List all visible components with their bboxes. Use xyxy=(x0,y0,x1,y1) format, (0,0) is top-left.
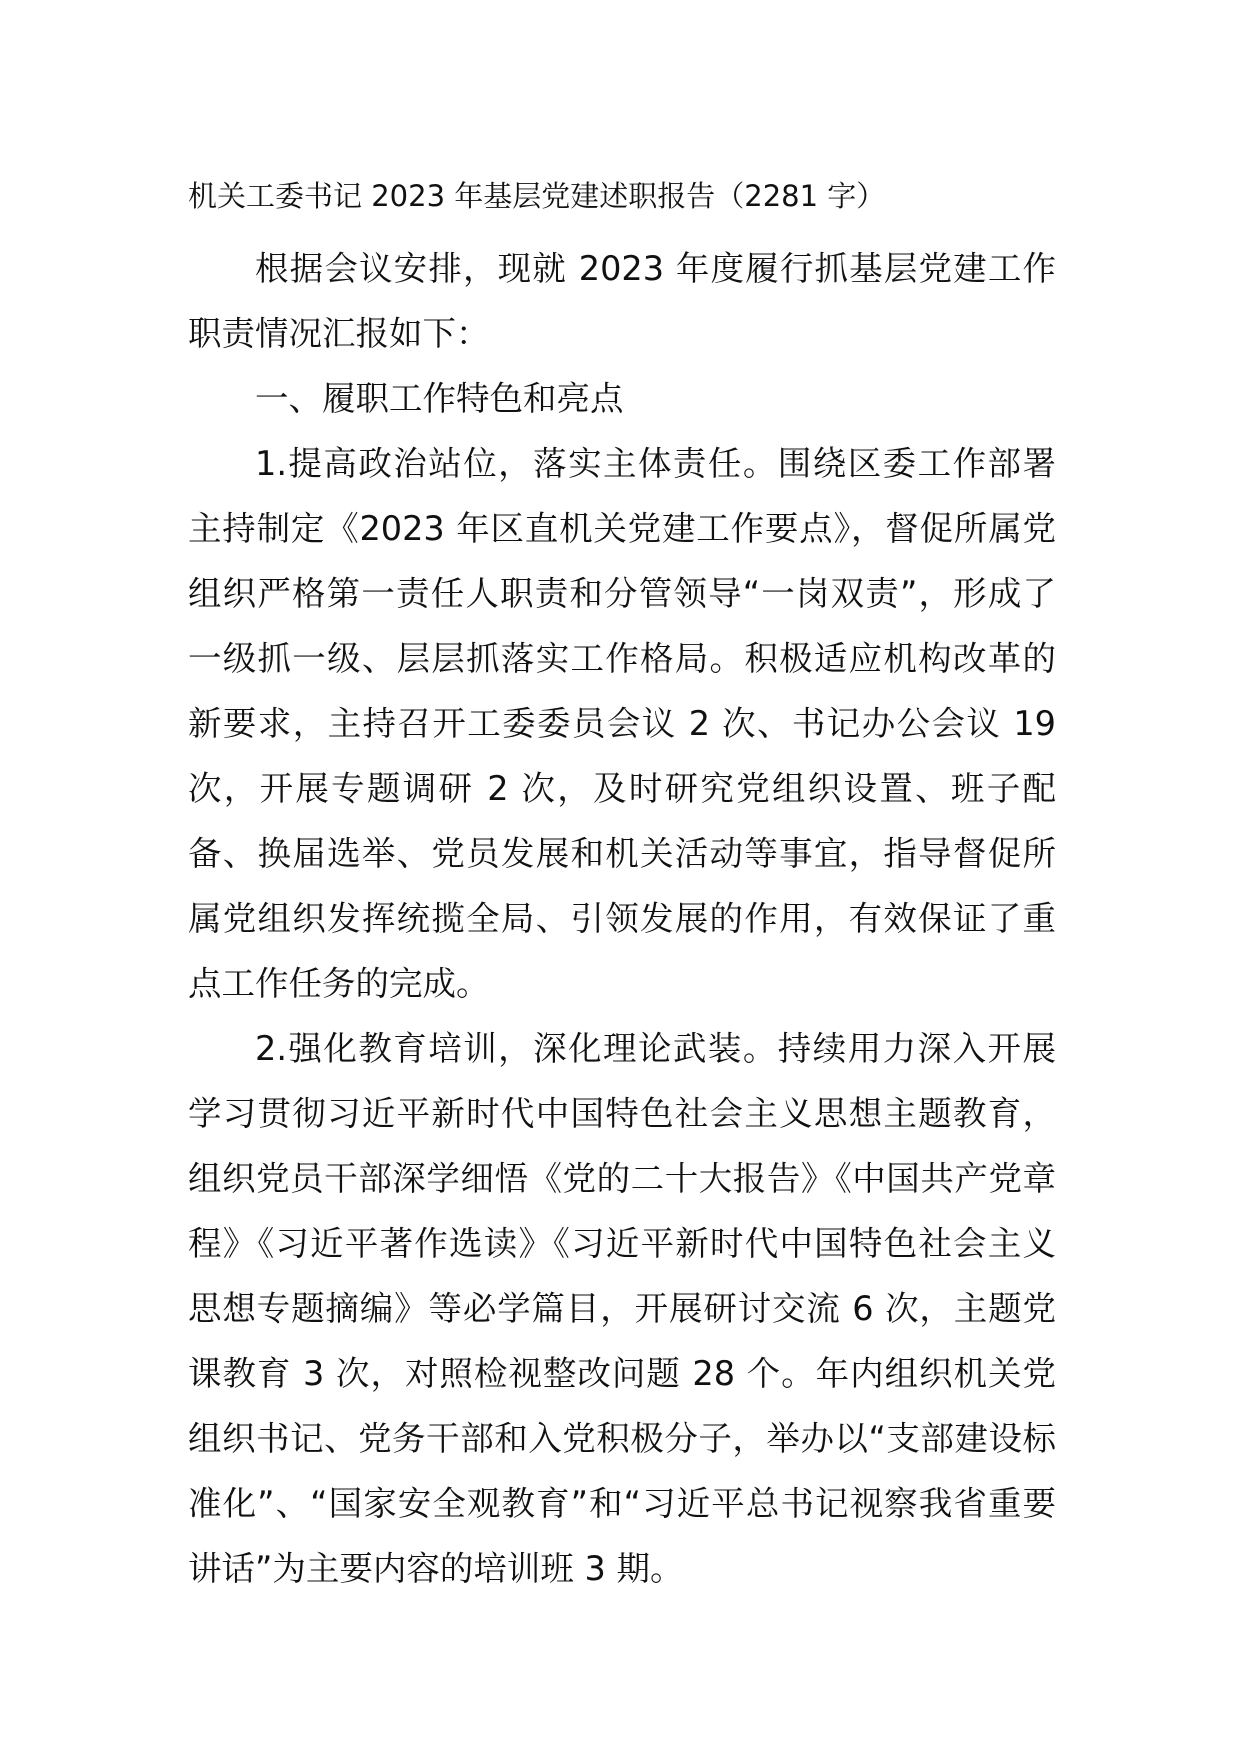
intro-paragraph: 根据会议安排，现就 2023 年度履行抓基层党建工作职责情况汇报如下： xyxy=(188,249,1056,353)
body-paragraph-1: 1.提高政治站位，落实主体责任。围绕区委工作部署主持制定《2023 年区直机关党建工作要点》，督促所属党组织严格第一责任人职责和分管领导“一岗双责”，形成了一级抓一级、层层抓落实工作格局。积极适应机构改革的新要求，主持召开工委委员会议 2 次、书记办公会议 19 次，开展专题调研 2 次，及时研究党组织设置、班子配备、换届选举、党员发展和机关活动等事宜，指导督促所属党组织发挥统揽全局、引领发展的作用，有效保证了重点工作任务的完成。 xyxy=(188,444,1056,1003)
document-page xyxy=(188,174,1056,1601)
document-title: 机关工委书记 2023 年基层党建述职报告（2281 字） xyxy=(188,179,886,213)
body-paragraph-2: 2.强化教育培训，深化理论武装。持续用力深入开展学习贯彻习近平新时代中国特色社会主义思想主题教育，组织党员干部深学细悟《党的二十大报告》《中国共产党章程》《习近平著作选读》《习近平新时代中国特色社会主义思想专题摘编》等必学篇目，开展研讨交流 6 次，主题党课教育 3 次，对照检视整改问题 28 个。年内组织机关党组织书记、党务干部和入党积极分子，举办以“支部建设标准化”、“国家安全观教育”和“习近平总书记视察我省重要讲话”为主要内容的培训班 3 期。 xyxy=(188,1029,1056,1588)
section-heading: 一、履职工作特色和亮点 xyxy=(255,379,624,418)
